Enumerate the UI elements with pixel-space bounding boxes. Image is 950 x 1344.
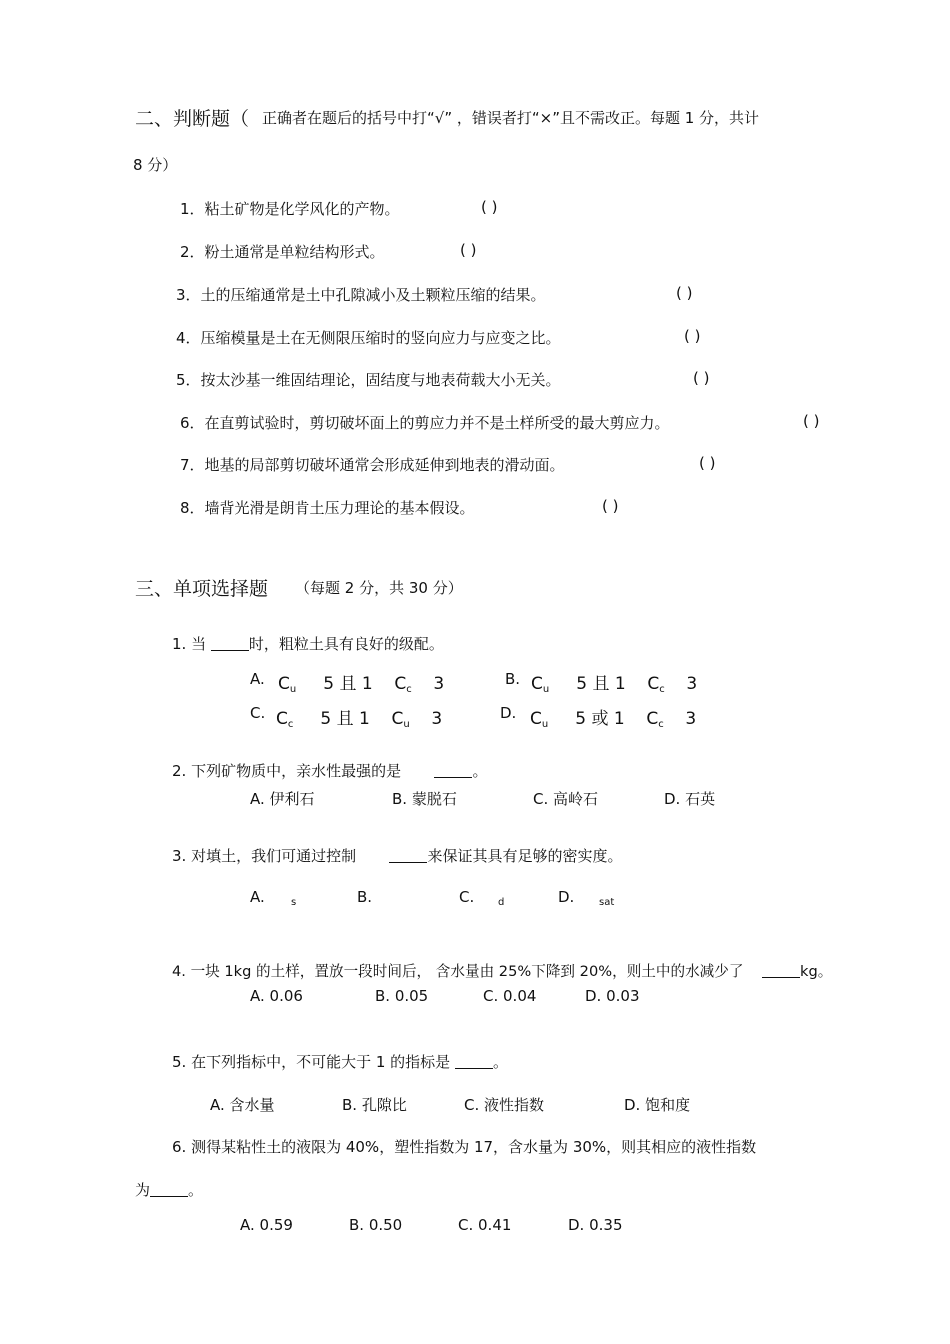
- q6-option-b: B. 0.50: [349, 1216, 403, 1234]
- q1-option-d: $C_u$ 5 或 1 $C_c$ 3: [530, 709, 697, 730]
- answer-paren: ( ): [699, 454, 716, 472]
- question-6: 6. 测得某粘性土的液限为 40%，塑性指数为 17，含水量为 30%，则其相应的液性指数: [172, 1138, 757, 1156]
- answer-paren: ( ): [481, 198, 498, 216]
- q5-option-a: A. 含水量: [210, 1096, 275, 1114]
- q3-option-b: B.: [357, 888, 373, 906]
- question-3: 3. 对填土，我们可通过控制 来保证其具有足够的密实度。: [172, 847, 623, 865]
- q5-option-d: D. 饱和度: [624, 1096, 691, 1114]
- judgment-item: 3．土的压缩通常是土中孔隙减小及土颗粒压缩的结果。: [176, 286, 546, 304]
- q3-option-d: D.: [558, 888, 575, 906]
- q1-option-c: $C_c$ 5 且 1 $C_u$ 3: [276, 709, 443, 730]
- question-4: 4. 一块 1kg 的土样，置放一段时间后， 含水量由 25%下降到 20%，则土中的水减少了 kg。: [172, 963, 833, 980]
- q5-option-b: B. 孔隙比: [342, 1096, 407, 1114]
- choice-title: 三、单项选择题: [135, 578, 269, 600]
- answer-blank: [389, 848, 427, 863]
- q1-option-b: $C_u$ 5 且 1 $C_c$ 3: [531, 674, 698, 695]
- q4-option-c: C. 0.04: [483, 987, 537, 1005]
- q4-option-d: D. 0.03: [585, 987, 640, 1005]
- q1-option-a-label: A.: [250, 670, 265, 688]
- q1-option-d-label: D.: [500, 704, 517, 722]
- q4-option-a: A. 0.06: [250, 987, 303, 1005]
- q1-option-c-label: C.: [250, 704, 266, 722]
- answer-paren: ( ): [684, 327, 701, 345]
- answer-blank: [434, 763, 472, 778]
- q4-option-b: B. 0.05: [375, 987, 429, 1005]
- q3-option-d-subscript: sat: [599, 897, 615, 908]
- q6-option-c: C. 0.41: [458, 1216, 512, 1234]
- q3-option-c-subscript: d: [498, 897, 505, 908]
- q3-option-a: A.: [250, 888, 265, 906]
- answer-blank: [150, 1182, 188, 1197]
- question-5: 5. 在下列指标中，不可能大于 1 的指标是 。: [172, 1053, 508, 1071]
- q5-option-c: C. 液性指数: [464, 1096, 545, 1114]
- judgment-title: 二、判断题（: [135, 108, 250, 130]
- answer-blank: [762, 963, 800, 978]
- q3-option-a-subscript: s: [291, 897, 297, 908]
- q1-option-b-label: B.: [505, 670, 521, 688]
- answer-paren: ( ): [693, 369, 710, 387]
- q2-option-b: B. 蒙脱石: [392, 790, 457, 808]
- question-6-line2: 为 。: [135, 1181, 204, 1199]
- q3-option-c: C.: [459, 888, 475, 906]
- answer-paren: ( ): [803, 412, 820, 430]
- judgment-item: 4．压缩模量是土在无侧限压缩时的竖向应力与应变之比。: [176, 329, 561, 347]
- answer-blank: [455, 1054, 493, 1069]
- q2-option-c: C. 高岭石: [533, 790, 599, 808]
- answer-blank: [211, 636, 249, 651]
- answer-paren: ( ): [460, 241, 477, 259]
- judgment-item: 7．地基的局部剪切破坏通常会形成延伸到地表的滑动面。: [180, 456, 565, 474]
- judgment-item: 1．粘土矿物是化学风化的产物。: [180, 200, 400, 218]
- choice-note: （每题 2 分，共 30 分）: [295, 579, 463, 597]
- question-1: 1. 当 时，粗粒土具有良好的级配。: [172, 635, 444, 653]
- question-2: 2. 下列矿物质中，亲水性最强的是 。: [172, 762, 488, 780]
- q1-option-a: $C_u$ 5 且 1 $C_c$ 3: [278, 674, 445, 695]
- judgment-item: 6．在直剪试验时，剪切破坏面上的剪应力并不是土样所受的最大剪应力。: [180, 414, 670, 432]
- judgment-note-line2: 8 分）: [133, 156, 178, 174]
- judgment-item: 8．墙背光滑是朗肯土压力理论的基本假设。: [180, 499, 475, 517]
- q2-option-d: D. 石英: [664, 790, 716, 808]
- judgment-item: 2．粉土通常是单粒结构形式。: [180, 243, 385, 261]
- q6-option-d: D. 0.35: [568, 1216, 623, 1234]
- answer-paren: ( ): [676, 284, 693, 302]
- judgment-note-line1: 正确者在题后的括号中打“√” ，错误者打“×”且不需改正。每题 1 分，共计: [262, 109, 760, 127]
- q2-option-a: A. 伊利石: [250, 790, 315, 808]
- q6-option-a: A. 0.59: [240, 1216, 293, 1234]
- answer-paren: ( ): [602, 497, 619, 515]
- judgment-item: 5．按太沙基一维固结理论，固结度与地表荷载大小无关。: [176, 371, 561, 389]
